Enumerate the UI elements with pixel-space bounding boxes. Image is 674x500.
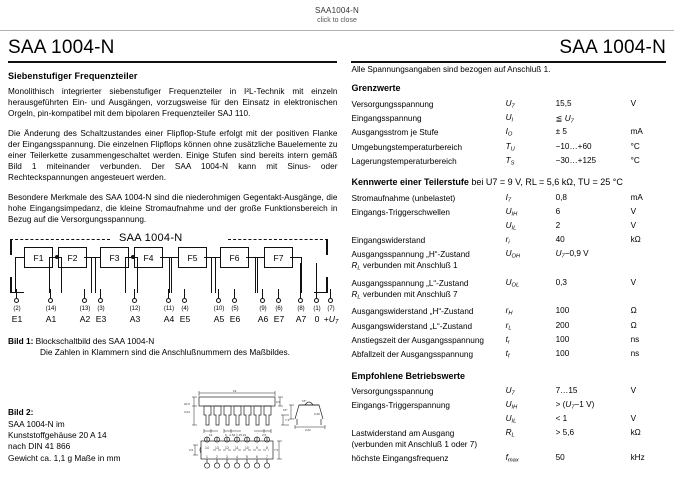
- wire-pin-A6: [262, 289, 263, 298]
- table-row: [351, 413, 666, 427]
- pin-number: (4): [181, 306, 189, 313]
- wire-in-drop-f4: [125, 257, 126, 294]
- paragraph-3: Besondere Merkmale des SAA 1004-N sind die niederohmigen Gegentakt-Ausgänge, die hohe Eingangsimpedanz, die kleine Stromaufnahme und der große Funktionsbereich in Bezug auf die Versorgungsspannung.: [8, 192, 338, 225]
- wire-pin-A2: [84, 289, 85, 298]
- row-value: 6: [555, 207, 561, 217]
- row-symbol: $T_U$: [505, 141, 515, 152]
- row-symbol: $R_L$: [505, 428, 515, 439]
- wire-out-drop-f1: [61, 257, 62, 294]
- pin-label: A1: [45, 314, 57, 325]
- pin-number: (2): [13, 306, 21, 313]
- row-unit: kΩ: [630, 428, 641, 438]
- datasheet-page: [0, 31, 674, 500]
- row-symbol: $r_i$: [505, 234, 510, 246]
- wire-in-drop-f7: [255, 257, 256, 294]
- figure2-line4: Gewicht ca. 1,1 g Maße in mm: [8, 452, 121, 463]
- table-row: [351, 305, 666, 319]
- row-parameter: Eingangs-Triggerschwellen: [351, 208, 450, 218]
- pin-terminal-a7: [298, 298, 303, 303]
- row-symbol: $t_r$: [505, 334, 510, 346]
- pin-label: 0: [314, 314, 320, 325]
- pin-label: A4: [163, 314, 175, 325]
- pin-terminal-0: [314, 298, 319, 303]
- row-value: 7…15: [555, 386, 578, 396]
- header-rule-right: [351, 61, 666, 63]
- row-symbol: $f_{max}$: [505, 453, 519, 464]
- row-unit: V: [630, 277, 637, 287]
- row-unit: kΩ: [630, 234, 641, 244]
- wire-pin-A7: [300, 289, 301, 298]
- table-row: [351, 319, 666, 333]
- svg-text:1: 1: [206, 455, 208, 460]
- row-unit: mA: [630, 192, 643, 202]
- pin-number: (3): [97, 306, 105, 313]
- page-header: [0, 31, 674, 61]
- table-row: [351, 154, 666, 168]
- row-value: 200: [555, 320, 570, 330]
- row-unit: V: [630, 207, 637, 217]
- row-value: 40: [555, 234, 565, 244]
- pin-label: E1: [11, 314, 23, 325]
- wire-in-drop-f1: [15, 257, 16, 294]
- kennwerte-table: [351, 191, 666, 361]
- row-symbol: $r_L$: [505, 320, 512, 331]
- row-parameter: Abfallzeit der Ausgangsspannung: [351, 349, 474, 359]
- table-row: [351, 220, 666, 234]
- flipflop-block-f1: F1: [24, 247, 53, 268]
- figure1-caption-line1: Blockschaltbild des SAA 1004-N: [35, 336, 155, 347]
- svg-text:7,5: 7,5: [274, 448, 279, 453]
- row-unit: °C: [630, 141, 640, 151]
- svg-text:4: 4: [236, 455, 238, 460]
- svg-text:2,5: 2,5: [262, 433, 267, 438]
- table-row: [351, 191, 666, 205]
- table-row: [351, 206, 666, 220]
- wire-in-drop-f2: [49, 257, 50, 294]
- pin-number: (8): [297, 306, 305, 313]
- pin-label: A7: [295, 314, 307, 325]
- row-value: ≦ $U_7$: [555, 113, 574, 125]
- row-parameter: Eingangswiderstand: [351, 235, 426, 245]
- window-titlebar: [0, 0, 674, 31]
- wire-out-drop-f4: [171, 257, 172, 294]
- row-parameter: [351, 413, 505, 427]
- row-parameter: Lagerungstemperaturbereich: [351, 156, 457, 166]
- pin-terminal-a4: [166, 298, 171, 303]
- svg-text:0,25: 0,25: [314, 412, 320, 417]
- pin-label: A2: [79, 314, 91, 325]
- wire-in-f2: [49, 257, 59, 258]
- wire-pin-A3: [134, 289, 135, 298]
- flipflop-block-f7: F7: [264, 247, 293, 268]
- row-symbol: $U_{OL}$: [505, 277, 520, 289]
- wire-in-f6: [211, 257, 221, 258]
- pin-terminal-u7: [328, 298, 333, 303]
- row-unit: V: [630, 98, 637, 108]
- svg-text:11: 11: [235, 446, 239, 451]
- table-row: [351, 140, 666, 154]
- svg-text:13: 13: [215, 446, 219, 451]
- figure1-caption-line2: Die Zahlen in Klammern sind die Anschlußnummern des Maßbildes.: [40, 347, 290, 358]
- svg-text:0,5: 0,5: [276, 400, 281, 405]
- pin-number: (12): [129, 306, 141, 313]
- pin-terminal-a5: [216, 298, 221, 303]
- header-rule-left: [8, 61, 337, 63]
- row-value: 50: [555, 453, 565, 463]
- svg-text:6: 6: [256, 455, 258, 460]
- pin-number: (14): [45, 306, 57, 313]
- table-row: [351, 276, 666, 305]
- wire-pin-E5: [184, 289, 185, 298]
- wire-pin-A5: [218, 289, 219, 298]
- row-value: 2: [555, 221, 561, 231]
- table-row: [351, 452, 666, 466]
- row-value: −30…+125: [555, 155, 597, 165]
- pin-number: (1): [313, 306, 321, 313]
- row-symbol: $U_{IH}$: [505, 207, 518, 218]
- row-symbol: $r_H$: [505, 306, 513, 317]
- row-unit: kHz: [630, 453, 645, 463]
- pin-number: (5): [231, 306, 239, 313]
- svg-text:20,5: 20,5: [184, 402, 190, 407]
- row-symbol: $U_{IL}$: [505, 221, 517, 232]
- pin-terminal-a2: [82, 298, 87, 303]
- figure2-line1: SAA 1004-N im: [8, 418, 65, 429]
- pin-number: (7): [327, 306, 335, 313]
- pin-label: $+U_7$: [323, 314, 339, 326]
- package-drawing: [183, 389, 338, 476]
- pin-label: E7: [273, 314, 285, 325]
- diagram-border-segment: [326, 239, 328, 255]
- page-title-right: SAA 1004-N: [559, 37, 666, 58]
- table-row: [351, 97, 666, 111]
- row-unit: [631, 111, 666, 126]
- pin-label: A3: [129, 314, 141, 325]
- row-value: > 5,6: [555, 428, 575, 438]
- row-unit: V: [630, 221, 637, 231]
- wire-in-f3: [91, 257, 101, 258]
- row-symbol: $U_7$: [505, 386, 515, 397]
- row-symbol: $U_{IH}$: [505, 400, 518, 411]
- svg-text:5: 5: [246, 455, 248, 460]
- row-symbol: $t_f$: [505, 348, 510, 360]
- wire-pin-A1: [50, 289, 51, 298]
- wire-in-f7: [255, 257, 265, 258]
- pin-label: E5: [179, 314, 191, 325]
- diagram-border-segment: [228, 239, 328, 240]
- row-value: 100: [555, 334, 570, 344]
- row-symbol: $I_O$: [505, 127, 513, 138]
- svg-text:9: 9: [256, 446, 258, 451]
- row-parameter: Ausgangswiderstand „L“-Zustand: [351, 321, 473, 331]
- grenzwerte-heading: Grenzwerte: [351, 83, 401, 93]
- wire-in-drop-f5: [169, 257, 170, 294]
- betriebswerte-heading: Empfohlene Betriebswerte: [351, 370, 466, 381]
- row-unit: [631, 399, 666, 413]
- pin-terminal-e3: [98, 298, 103, 303]
- row-parameter: Umgebungstemperaturbereich: [351, 142, 463, 152]
- row-value: > ($U_7-1$ V): [555, 400, 595, 411]
- row-value: 100: [555, 348, 570, 358]
- figure2-line3: nach DIN 41 866: [8, 441, 71, 452]
- right-column: [351, 65, 666, 466]
- row-unit: V: [630, 414, 637, 424]
- row-value: 15,5: [555, 98, 572, 108]
- svg-text:10: 10: [245, 446, 249, 451]
- row-unit: [631, 248, 666, 277]
- kennwerte-heading: [351, 177, 666, 187]
- row-unit: °C: [630, 155, 640, 165]
- flipflop-block-f3: F3: [100, 247, 129, 268]
- row-value: 0,8: [555, 192, 567, 202]
- table-row: [351, 233, 666, 247]
- pin-label: A5: [213, 314, 225, 325]
- row-parameter: Ausgangsstrom je Stufe: [351, 128, 439, 138]
- row-symbol: $U_{OH}$: [505, 249, 521, 260]
- left-column: [8, 65, 337, 466]
- wire-in-f5: [169, 257, 179, 258]
- table-row: [351, 333, 666, 347]
- diagram-title: SAA 1004-N: [114, 232, 188, 244]
- table-row: [351, 248, 666, 277]
- figure1-label: Bild 1:: [8, 336, 34, 347]
- pin-number: (11): [163, 306, 175, 313]
- row-symbol: $U_7$: [505, 98, 515, 110]
- flipflop-block-f4: F4: [134, 247, 163, 268]
- row-unit: V: [630, 386, 637, 396]
- pin-number: (10): [213, 306, 225, 313]
- pin-terminal-e5: [182, 298, 187, 303]
- kennwerte-heading-bold: Kennwerte einer Teilerstufe: [351, 177, 469, 188]
- row-unit: ns: [630, 348, 640, 358]
- pin-label: E6: [229, 314, 241, 325]
- wire-out-drop-f5: [215, 257, 216, 294]
- svg-text:15°: 15°: [283, 408, 288, 413]
- two-column-body: [0, 65, 674, 466]
- figure2-label: Bild 2:: [8, 407, 34, 418]
- diagram-border-segment: [10, 239, 110, 240]
- flipflop-block-f2: F2: [58, 247, 87, 268]
- flipflop-block-f5: F5: [178, 247, 207, 268]
- pin-number: (13): [79, 306, 91, 313]
- table-row: [351, 399, 666, 413]
- svg-text:7: 7: [266, 455, 268, 460]
- table-row: [351, 111, 666, 126]
- table-row: [351, 426, 666, 451]
- grenzwerte-table: [351, 97, 666, 168]
- wire-pin-0: [316, 289, 317, 298]
- wire-out-drop-f2: [95, 257, 96, 294]
- click-to-close-hint[interactable]: click to close: [317, 16, 357, 24]
- row-symbol: $I_7$: [505, 192, 512, 204]
- diagram-border-segment: [10, 239, 12, 255]
- paragraph-2: Die Änderung des Schaltzustandes einer Flipflop-Stufe erfolgt mit der positiven Flanke der Eingangsspannung. Die einzelnen Flipflops können ohne zusätzliche Bauelemente zu einer Teilerkette zusammengeschaltet werden. Einige Stufen sind bereits intern gemäß Bild 1 miteinander verbunden. Der SAA 1004-N kann mit Sinus- oder Rechteckspannungen angesteuert werden.: [8, 128, 338, 183]
- row-value: $U_7-0,9$ V: [555, 249, 589, 260]
- pin-terminal-e7: [276, 298, 281, 303]
- pin-terminal-e6: [232, 298, 237, 303]
- wire-out-drop-f3: [137, 257, 138, 294]
- svg-text:7,3: 7,3: [285, 418, 290, 423]
- row-parameter: Versorgungsspannung: [351, 387, 434, 397]
- row-value: 100: [555, 306, 570, 316]
- wire-pin-E7: [278, 289, 279, 298]
- pin-terminal-a3: [132, 298, 137, 303]
- wire-pin-A4: [168, 289, 169, 298]
- package-figure: [8, 389, 338, 463]
- pin-terminal-e1: [14, 298, 19, 303]
- betriebswerte-table: [351, 385, 666, 466]
- kennwerte-heading-conditions: bei U7 = 9 V, RL = 5,6 kΩ, TU = 25 °C: [471, 177, 623, 188]
- voltage-reference-note: Alle Spannungsangaben sind bezogen auf Anschluß 1.: [351, 65, 551, 74]
- row-value: 0,3: [555, 277, 567, 287]
- row-parameter: Stromaufnahme (unbelastet): [351, 193, 456, 203]
- row-value: < 1: [555, 414, 568, 424]
- figure2-line2: Kunststoffgehäuse 20 A 14: [8, 429, 107, 440]
- pin-number: (6): [275, 306, 283, 313]
- wire-in-f4: [125, 257, 135, 258]
- row-unit: mA: [630, 127, 643, 137]
- row-parameter: Ausgangswiderstand „H“-Zustand: [351, 307, 474, 317]
- row-unit: ns: [630, 334, 640, 344]
- svg-text:2,5: 2,5: [189, 448, 194, 453]
- flipflop-block-f6: F6: [220, 247, 249, 268]
- wire-out-drop-f6: [257, 257, 258, 294]
- wire-in-drop-f3: [91, 257, 92, 294]
- pin-terminal-a6: [260, 298, 265, 303]
- wire-pin-E6: [234, 289, 235, 298]
- svg-text:3: 3: [226, 455, 228, 460]
- row-unit: Ω: [630, 320, 637, 330]
- row-parameter: Versorgungsspannung: [351, 99, 434, 109]
- wire-pin-+U7: [330, 289, 331, 298]
- package-drawing-svg: [183, 389, 338, 471]
- svg-text:2,62: 2,62: [305, 428, 311, 433]
- block-diagram-figure: [8, 233, 337, 358]
- svg-text:12: 12: [225, 446, 229, 451]
- left-heading: Siebenstufiger Frequenzteiler: [8, 71, 138, 81]
- table-row: [351, 347, 666, 361]
- row-parameter: Anstiegszeit der Ausgangsspannung: [351, 335, 484, 345]
- row-parameter: [351, 220, 505, 234]
- row-parameter: Lastwiderstand am Ausgang (verbunden mit Anschluß 1 oder 7): [351, 429, 478, 450]
- row-parameter: Eingangs-Triggerspannung: [351, 401, 450, 411]
- svg-text:14: 14: [205, 446, 209, 451]
- table-row: [351, 385, 666, 399]
- row-parameter: Ausgangsspannung „L“-Zustand $R_L$ verbunden mit Anschluß 7: [351, 278, 469, 301]
- row-unit: Ω: [630, 306, 637, 316]
- svg-text:6 · 2,54 = 15,24: 6 · 2,54 = 15,24: [225, 433, 247, 438]
- pin-label: A6: [257, 314, 269, 325]
- svg-text:2: 2: [216, 455, 218, 460]
- paragraph-1: Monolithisch integrierter siebenstufiger Frequenzteiler in I²L-Technik mit einzeln herausgeführten Ein- und Ausgängen, vorzugsweise für den Einsatz in elektronischen Orgeln, pin-kompatibel mit dem bipolaren Frequenzteiler SAJ 110.: [8, 87, 338, 119]
- svg-text:19: 19: [233, 389, 237, 394]
- row-value: −10…+60: [555, 141, 592, 151]
- block-diagram: [8, 232, 339, 336]
- row-parameter: Eingangsspannung: [351, 113, 422, 123]
- svg-text:15°: 15°: [302, 399, 307, 404]
- svg-text:8: 8: [266, 446, 268, 451]
- pin-label: E3: [95, 314, 107, 325]
- wire-in-f1: [15, 257, 25, 258]
- row-parameter: Ausgangsspannung „H“-Zustand $R_L$ verbunden mit Anschluß 1: [351, 250, 470, 272]
- svg-text:3,04: 3,04: [184, 410, 190, 415]
- window-title: SAA1004-N: [314, 5, 360, 15]
- pin-terminal-a1: [48, 298, 53, 303]
- row-parameter: höchste Eingangsfrequenz: [351, 454, 449, 464]
- table-row: [351, 126, 666, 140]
- row-value: ± 5: [555, 127, 567, 137]
- wire-pin-E1: [16, 289, 17, 298]
- row-symbol: $U_{IL}$: [505, 414, 517, 425]
- row-symbol: $U_I$: [505, 112, 514, 124]
- wire-in-drop-f6: [211, 257, 212, 294]
- pin-number: (9): [259, 306, 267, 313]
- page-title-left: SAA 1004-N: [8, 37, 115, 58]
- svg-text:19: 19: [209, 433, 213, 438]
- row-symbol: $T_S$: [505, 155, 515, 167]
- figure1-caption: [8, 336, 337, 358]
- wire-pin-E3: [100, 289, 101, 298]
